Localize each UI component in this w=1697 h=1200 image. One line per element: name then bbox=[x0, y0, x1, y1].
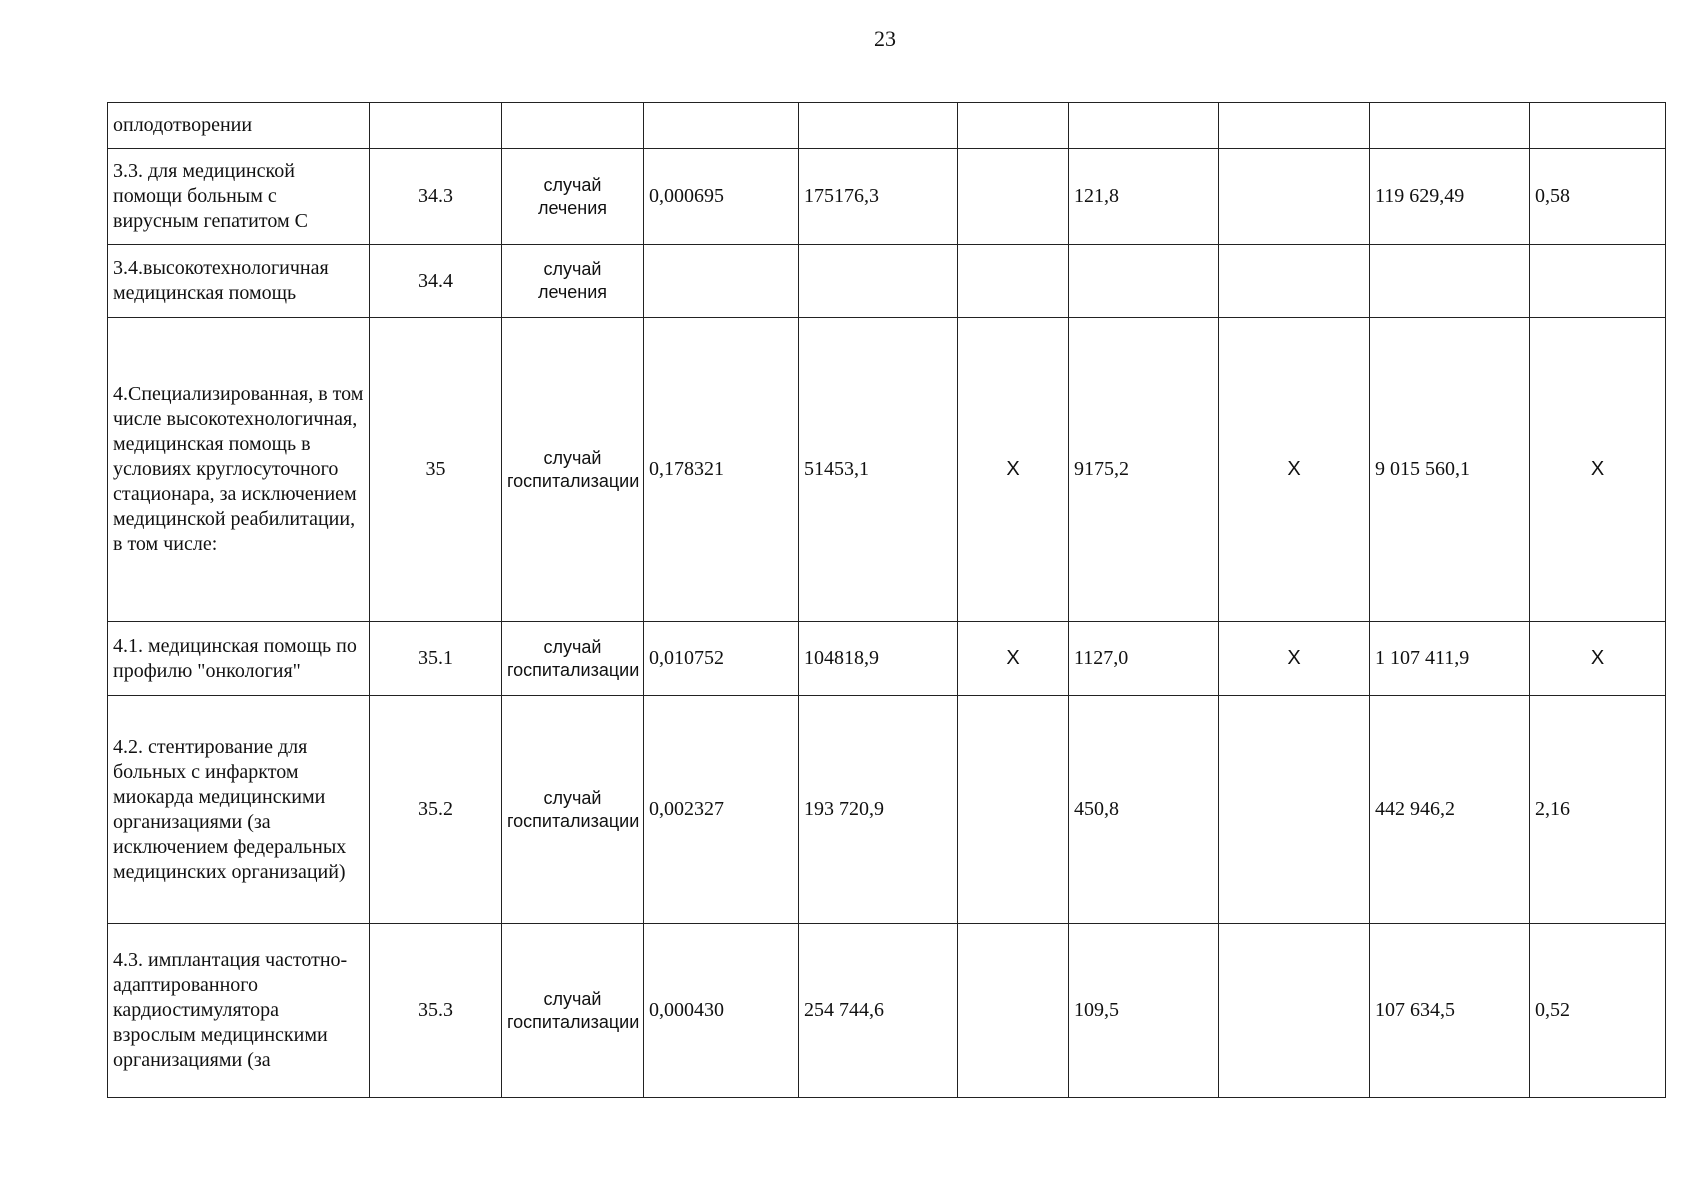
value-cell bbox=[958, 696, 1069, 924]
value-cell bbox=[958, 924, 1069, 1098]
value-cell: 0,58 bbox=[1530, 149, 1666, 245]
row-code bbox=[370, 103, 502, 149]
unit-of-measure: случай госпитализации bbox=[502, 696, 644, 924]
value-cell: 0,52 bbox=[1530, 924, 1666, 1098]
value-cell: X bbox=[958, 318, 1069, 622]
unit-of-measure: случай госпитализации bbox=[502, 622, 644, 696]
unit-of-measure: случай госпитализации bbox=[502, 318, 644, 622]
row-code: 34.4 bbox=[370, 245, 502, 318]
value-cell: 1127,0 bbox=[1069, 622, 1219, 696]
value-cell: 0,002327 bbox=[644, 696, 799, 924]
value-cell: 0,000695 bbox=[644, 149, 799, 245]
value-cell bbox=[1219, 103, 1370, 149]
value-cell bbox=[1219, 245, 1370, 318]
value-cell: 1 107 411,9 bbox=[1370, 622, 1530, 696]
table-row bbox=[108, 149, 1666, 245]
value-cell: X bbox=[1530, 622, 1666, 696]
unit-of-measure bbox=[502, 103, 644, 149]
unit-of-measure: случай госпитализации bbox=[502, 924, 644, 1098]
indicator-name: 4.2. стентирование для больных с инфарктом миокарда медицинскими организациями (за исключением федеральных медицинских организаций) bbox=[108, 696, 370, 924]
value-cell: 254 744,6 bbox=[799, 924, 958, 1098]
value-cell bbox=[1219, 924, 1370, 1098]
value-cell: X bbox=[1530, 318, 1666, 622]
indicator-name: 3.3. для медицинской помощи больным с вирусным гепатитом С bbox=[108, 149, 370, 245]
value-cell: X bbox=[1219, 622, 1370, 696]
table-row bbox=[108, 696, 1666, 924]
table-row bbox=[108, 103, 1666, 149]
value-cell: 9175,2 bbox=[1069, 318, 1219, 622]
page-number: 23 bbox=[874, 26, 896, 51]
value-cell: 104818,9 bbox=[799, 622, 958, 696]
table-row bbox=[108, 924, 1666, 1098]
indicator-name: 4.3. имплантация частотно-адаптированного кардиостимулятора взрослым медицинскими организациями (за bbox=[108, 924, 370, 1098]
value-cell bbox=[799, 245, 958, 318]
value-cell: 121,8 bbox=[1069, 149, 1219, 245]
row-code: 34.3 bbox=[370, 149, 502, 245]
value-cell: 193 720,9 bbox=[799, 696, 958, 924]
value-cell bbox=[1370, 245, 1530, 318]
value-cell bbox=[1370, 103, 1530, 149]
indicator-name: 4.Специализированная, в том числе высокотехнологичная, медицинская помощь в условиях круглосуточного стационара, за исключением медицинской реабилитации, в том числе: bbox=[108, 318, 370, 622]
indicator-name: 3.4.высокотехнологичная медицинская помощь bbox=[108, 245, 370, 318]
value-cell: 442 946,2 bbox=[1370, 696, 1530, 924]
value-cell: 0,178321 bbox=[644, 318, 799, 622]
value-cell: X bbox=[958, 622, 1069, 696]
row-code: 35.1 bbox=[370, 622, 502, 696]
value-cell: 9 015 560,1 bbox=[1370, 318, 1530, 622]
value-cell bbox=[1219, 149, 1370, 245]
table-row bbox=[108, 318, 1666, 622]
value-cell: 119 629,49 bbox=[1370, 149, 1530, 245]
value-cell: X bbox=[1219, 318, 1370, 622]
value-cell: 0,010752 bbox=[644, 622, 799, 696]
indicator-name: 4.1. медицинская помощь по профилю "онкология" bbox=[108, 622, 370, 696]
value-cell bbox=[1530, 245, 1666, 318]
value-cell: 0,000430 bbox=[644, 924, 799, 1098]
value-cell bbox=[1219, 696, 1370, 924]
value-cell bbox=[644, 245, 799, 318]
value-cell: 2,16 bbox=[1530, 696, 1666, 924]
value-cell bbox=[1069, 103, 1219, 149]
value-cell: 450,8 bbox=[1069, 696, 1219, 924]
table-row bbox=[108, 245, 1666, 318]
value-cell bbox=[799, 103, 958, 149]
value-cell bbox=[1530, 103, 1666, 149]
unit-of-measure: случай лечения bbox=[502, 245, 644, 318]
row-code: 35.3 bbox=[370, 924, 502, 1098]
row-code: 35.2 bbox=[370, 696, 502, 924]
indicator-name: оплодотворении bbox=[108, 103, 370, 149]
unit-of-measure: случай лечения bbox=[502, 149, 644, 245]
row-code: 35 bbox=[370, 318, 502, 622]
data-table bbox=[107, 102, 1666, 1098]
value-cell bbox=[644, 103, 799, 149]
value-cell: 175176,3 bbox=[799, 149, 958, 245]
value-cell bbox=[958, 149, 1069, 245]
table-row bbox=[108, 622, 1666, 696]
value-cell: 51453,1 bbox=[799, 318, 958, 622]
value-cell: 107 634,5 bbox=[1370, 924, 1530, 1098]
value-cell bbox=[1069, 245, 1219, 318]
value-cell bbox=[958, 245, 1069, 318]
value-cell bbox=[958, 103, 1069, 149]
value-cell: 109,5 bbox=[1069, 924, 1219, 1098]
